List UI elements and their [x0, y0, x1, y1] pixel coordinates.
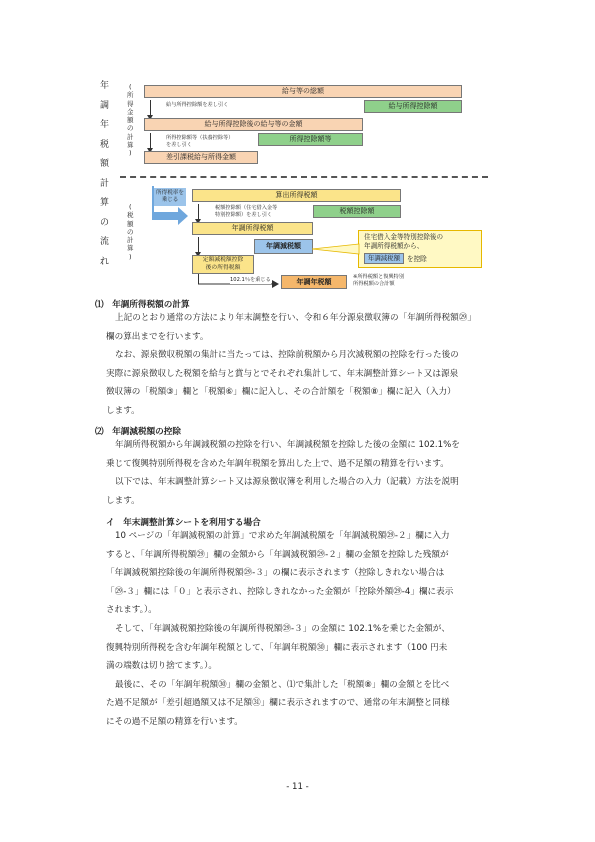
section-1-body: [106, 309, 476, 421]
after-reduction-line2: 後の所得税額: [205, 264, 241, 271]
section-1-heading: ⑴ 年調所得税額の計算: [95, 300, 190, 310]
callout-text: [364, 233, 443, 251]
bracket-char: (: [128, 83, 132, 91]
vertical-title-char: 調: [100, 100, 110, 111]
computed-tax-box: [192, 189, 401, 202]
vertical-title-char: 税: [100, 139, 110, 150]
salary-total-label: 給与等の総額: [282, 87, 324, 95]
paragraph-line: 「年調減税額控除後の年調所得税額㉙-３」の欄に表示されます（控除しきれない場合は: [106, 568, 445, 579]
income-deductions-label: 所得控除額等: [289, 135, 332, 143]
tax-credit-note-line2: 特別控除額）を差し引く: [215, 211, 273, 218]
total-note-line2: 所得税額の合計額: [353, 280, 395, 287]
bracket-char: 算: [127, 141, 134, 150]
computed-tax-label: 算出所得税額: [275, 191, 318, 199]
arrow-down: [150, 100, 151, 116]
vertical-title-char: の: [100, 217, 110, 228]
diagram-vertical-title: [100, 82, 109, 267]
paragraph-line: た過不足額が「差引超過額又は不足額㉛」欄に表示されますので、通常の年末調整と同様: [106, 698, 450, 709]
bracket-char: の: [127, 227, 134, 236]
annual-tax-label: 年調年税額: [296, 277, 332, 286]
paragraph-line: そして、「年調減税額控除後の年調所得税額㉙-３」の金額に 102.1%を乗じた金額が、: [115, 623, 450, 634]
arrow-down: [198, 237, 199, 253]
tax-credit-label: 税額控除額: [339, 207, 375, 215]
paragraph-line: 欄の算出までを行います。: [106, 331, 209, 342]
arrow-down: [198, 204, 199, 220]
callout-line1: 住宅借入金等特別控除後の: [364, 233, 444, 241]
vertical-title-char: れ: [100, 256, 110, 267]
callout-line2: 年調所得税額から、: [364, 241, 424, 250]
income-calc-bracket-label: [127, 84, 134, 159]
arrow-down: [150, 133, 151, 149]
after-salary-deduction-box: [144, 118, 363, 131]
tax-credit-note: [215, 205, 277, 219]
annual-income-tax-label: 年調所得税額: [231, 224, 274, 232]
bracket-char: の: [127, 124, 134, 133]
vertical-title-char: 年: [100, 81, 110, 91]
paragraph-line: 「㉙-３」欄には「０」と表示され、控除しきれなかった金額が「控除外額㉙-4」欄に表示: [106, 586, 454, 597]
callout-deduct-text: を控除: [407, 255, 427, 263]
vertical-title-char: 流: [100, 237, 110, 247]
tax-rate-note-line2: 乗じる: [161, 197, 179, 203]
callout-pointer: [312, 240, 360, 259]
paragraph-line: 年調所得税額から年調減税額の控除を行い、年調減税額を控除した後の金額に 102.1%を: [115, 440, 460, 450]
paragraph-line: にその過不足額の精算を行います。: [106, 716, 243, 727]
vertical-title-char: 算: [100, 198, 110, 208]
paragraph-line: 最後に、その「年調年税額㉚」欄の金額と、⑴で集計した「税額⑧」欄の金額とを比べ: [115, 679, 450, 690]
income-deductions-box: [258, 133, 363, 146]
vertical-title-char: 年: [100, 120, 110, 130]
bracket-char: 金: [127, 107, 134, 116]
bracket-char: (: [128, 203, 132, 211]
bracket-char: 所: [127, 91, 134, 100]
paragraph-line: 復興特別所得税を含む年調年税額として、「年調年税額㉚」欄に表示されます（100 円未: [106, 642, 448, 653]
bracket-char: 税: [127, 211, 134, 220]
salary-deduction-box: [364, 100, 462, 113]
after-salary-deduction-label: 給与所得控除後の給与等の金額: [204, 120, 303, 128]
bracket-char: 額: [127, 219, 134, 228]
after-reduction-line1: 定額減税額控除: [202, 257, 244, 264]
tax-credit-box: [313, 205, 401, 218]
paragraph-line: すると、「年調所得税額㉙」欄の金額から「年調減税額㉙-２」欄の金額を控除した残額が: [106, 549, 449, 560]
page-number: - 11 -: [286, 782, 309, 792]
taxable-salary-label: 差引課税給与所得金額: [166, 153, 236, 161]
paragraph-line: 実際に源泉徴収した税額を給与と賞与とでそれぞれ集計して、年末調整計算シート又は源泉: [106, 368, 459, 379]
annual-tax-box: [281, 275, 347, 289]
bracket-char: 額: [127, 116, 134, 125]
section-3-heading: イ 年末調整計算シートを利用する場合: [106, 518, 261, 528]
paragraph-line: 以下では、年末調整計算シート又は源泉徴収簿を利用した場合の入力（記載）方法を説明: [115, 477, 459, 488]
paragraph-line: 満の端数は切り捨てます。）。: [106, 661, 218, 672]
paragraph-line: されます。）。: [106, 605, 157, 616]
paragraph-line: します。: [106, 405, 140, 416]
annual-income-tax-box: [192, 222, 313, 235]
bracket-char: 計: [127, 236, 134, 245]
after-reduction-tax-box: [192, 255, 254, 274]
paragraph-line: なお、源泉徴収税額の集計に当たっては、控除前税額から月次減税額の控除を行った後の: [115, 350, 459, 361]
tax-rate-note: [154, 188, 186, 206]
tax-rate-note-line1: 所得税率を: [156, 190, 184, 197]
salary-total-box: [144, 85, 462, 98]
paragraph-line: します。: [106, 495, 140, 506]
bracket-char: ): [128, 252, 132, 261]
paragraph-line: 上記のとおり通常の方法により年末調整を行い、令和６年分源泉徴収簿の「年調所得税額㉙」: [115, 313, 476, 323]
section-2-heading: ⑵ 年調減税額の控除: [95, 427, 181, 437]
tax-calc-bracket-label: [127, 204, 134, 262]
callout-reduction-label: 年調減税額: [368, 254, 400, 263]
deduct-income-note: [166, 135, 233, 149]
callout-reduction-box: [364, 253, 404, 264]
bracket-char: 得: [127, 99, 134, 108]
deduct-income-note-line2: を差し引く: [166, 141, 192, 148]
bracket-char: 算: [127, 244, 134, 253]
annual-reduction-label: 年調減税額: [266, 242, 301, 250]
paragraph-line: 10 ページの「年調減税額の計算」で求めた年調減税額を「年調減税額㉙-２」欄に入力: [115, 531, 450, 541]
vertical-title-char: 計: [100, 178, 110, 189]
section-3-body: [106, 527, 453, 732]
bracket-char: ): [128, 149, 132, 158]
taxable-salary-box: [144, 151, 258, 164]
vertical-title-char: 額: [100, 159, 110, 169]
bracket-char: 計: [127, 132, 134, 141]
salary-deduction-label: 給与所得控除額: [388, 102, 438, 110]
annual-reduction-box: [254, 239, 313, 254]
paragraph-line: 徴収簿の「税額③」欄と「税額⑥」欄に記入し、その合計額を「税額⑧」欄に記入（入力）: [106, 387, 456, 398]
total-note-line1: ※所得税額と復興特別: [353, 274, 405, 280]
deduct-salary-note: 給与所得控除額を差し引く: [166, 102, 229, 108]
dashed-separator: [120, 176, 488, 178]
section-2-body: [106, 436, 460, 510]
deduct-income-note-line1: 所得控除額等（扶養控除等）: [166, 135, 234, 141]
paragraph-line: 乗じて復興特別所得税を含めた年調年税額を算出した上で、過不足額の精算を行います。: [106, 458, 449, 469]
tax-credit-note-line1: 税額控除額（住宅借入金等: [215, 205, 278, 211]
total-note: [353, 274, 404, 288]
multiply-note: 102.1％を乗じる: [230, 277, 271, 283]
